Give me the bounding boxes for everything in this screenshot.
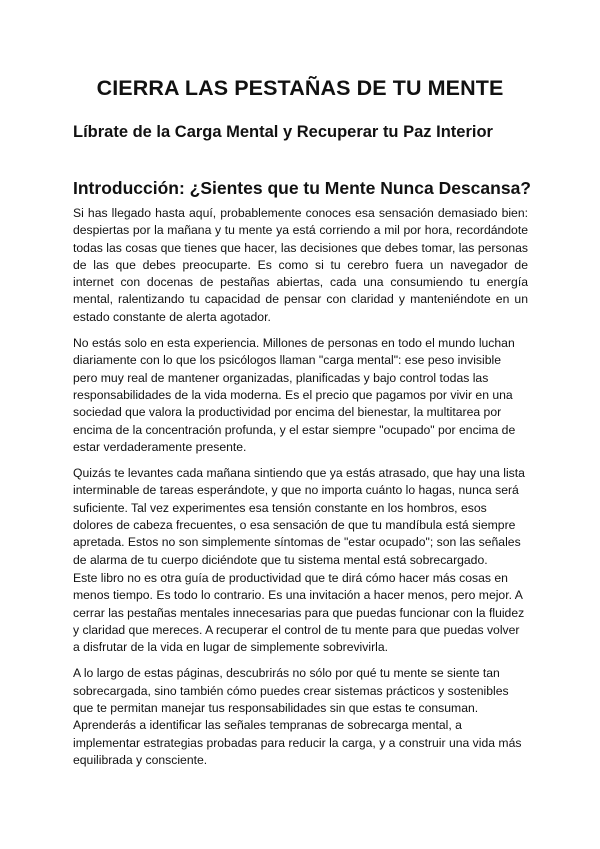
document-subtitle: Líbrate de la Carga Mental y Recuperar tu Paz Interior xyxy=(73,123,493,141)
paragraph-1: Si has llegado hasta aquí, probablemente conoces esa sensación demasiado bien: despiertas por la mañana y tu mente ya está corriendo a mil por hora, recordándote todas las cosas que tienes que hacer, las decisiones que debes tomar, las personas de las que debes preocuparte. Es como si tu cerebro fuera un navegador de internet con docenas de pestañas abiertas, cada una consumiendo tu energía mental, ralentizando tu capacidad de pensar con claridad y manteniéndote en un estado constante de alerta agotador. xyxy=(73,206,528,324)
document-title: CIERRA LAS PESTAÑAS DE TU MENTE xyxy=(96,76,504,100)
paragraph-3: Quizás te levantes cada mañana sintiendo que ya estás atrasado, que hay una lista interminable de tareas esperándote, y que no importa cuánto lo hagas, nunca será suficiente. Tal vez experimentes esa tensión constante en los hombros, esos dolores de cabeza frecuentes, o esa sensación de que tu mandíbula está siempre apretada. Estos no son simplemente síntomas de "estar ocupado"; son las señales de alarma de tu cuerpo diciéndote que tu sistema mental está sobrecargado. xyxy=(73,466,525,567)
body-text xyxy=(73,205,528,769)
paragraph-4: Este libro no es otra guía de productividad que te dirá cómo hacer más cosas en menos tiempo. Es todo lo contrario. Es una invitación a hacer menos, pero mejor. A cerrar las pestañas mentales innecesarias para que puedas funcionar con la fluidez y claridad que mereces. A recuperar el control de tu mente para que puedas volver a disfrutar de la vida en lugar de simplemente sobrevivirla. xyxy=(73,570,525,655)
section-heading: Introducción: ¿Sientes que tu Mente Nunca Descansa? xyxy=(73,178,531,198)
paragraph-5: A lo largo de estas páginas, descubrirás no sólo por qué tu mente se siente tan sobrecargada, sino también cómo puedes crear sistemas prácticos y sostenibles que te permitan manejar tus responsabilidades sin que estas te consuman. Aprenderás a identificar las señales tempranas de sobrecarga mental, a implementar estrategias probadas para reducir la carga, y a construir una vida más equilibrada y consciente. xyxy=(73,666,522,767)
paragraph-2: No estás solo en esta experiencia. Millones de personas en todo el mundo luchan diariamente con lo que los psicólogos llaman "carga mental": ese peso invisible pero muy real de mantener organizadas, planificadas y bajo control todas las responsabilidades de la vida moderna. Es el precio que pagamos por vivir en una sociedad que valora la productividad por encima del bienestar, la multitarea por encima de la concentración profunda, y el estar siempre "ocupado" por encima de estar verdaderamente presente. xyxy=(73,336,516,454)
